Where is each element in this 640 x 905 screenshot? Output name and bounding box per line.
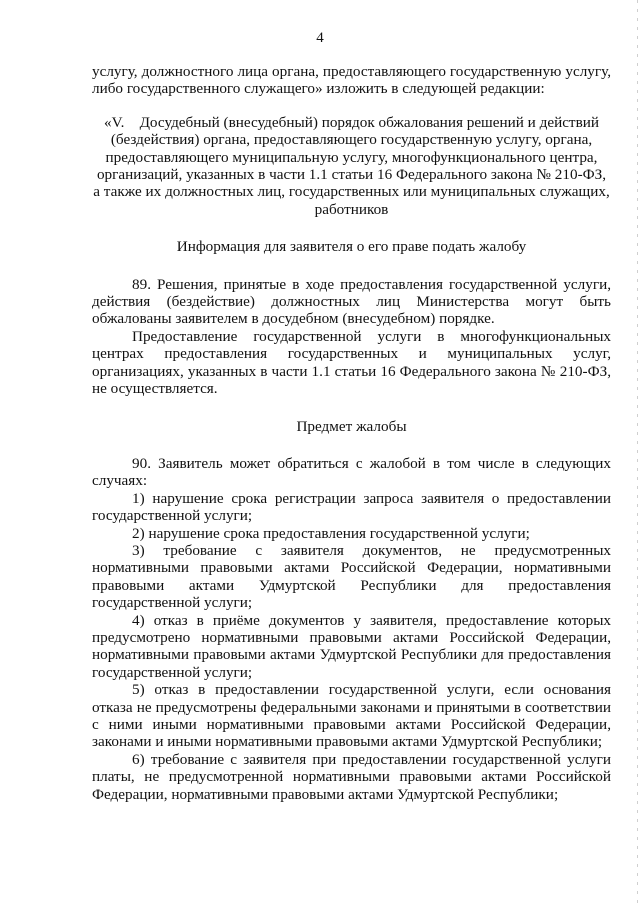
intro-paragraph: услугу, должностного лица органа, предоставляющего государственную услугу, либо государственного служащего» изложить в следующей редакции: xyxy=(92,63,611,98)
list-item-4: 4) отказ в приёме документов у заявителя, предоставление которых предусмотрено нормативными правовыми актами Российской Федерации, нормативными правовыми актами Удмуртской Республики для предоставления государственной услуги; xyxy=(92,611,611,681)
section-title: «V. Досудебный (внесудебный) порядок обжалования решений и действий (бездействия) органа, предоставляющего государственную услугу, органа, предоставляющего муниципальную услугу, многофункционального центра, организаций, указанных в части 1.1 статьи 16 Федерального закона № 210-ФЗ, а также их должностных лиц, государственных или муниципальных служащих, работников xyxy=(93,113,610,218)
list-item-1: 1) нарушение срока регистрации запроса заявителя о предоставлении государственной услуги; xyxy=(92,489,611,525)
paragraph-90-intro: 90. Заявитель может обратиться с жалобой в том числе в следующих случаях: xyxy=(92,454,611,490)
paragraph-89: 89. Решения, принятые в ходе предоставления государственной услуги, действия (бездействие) должностных лиц Министерства могут быть обжалованы заявителем в досудебном (внесудебном) порядке. xyxy=(92,275,611,328)
heading-right-to-complain: Информация для заявителя о его праве подать жалобу xyxy=(176,238,527,256)
list-item-3: 3) требование с заявителя документов, не предусмотренных нормативными правовыми актами Российской Федерации, нормативными правовыми актами Удмуртской Республики для предоставления государственной услуги; xyxy=(92,541,611,612)
heading-subject-of-complaint: Предмет жалобы xyxy=(296,417,407,435)
list-item-6: 6) требование с заявителя при предоставлении государственной услуги платы, не предусмотренной нормативными правовыми актами Российской Федерации, нормативными правовыми актами Удмуртской Республики; xyxy=(92,750,611,803)
document-body xyxy=(92,63,611,803)
page-number: 4 xyxy=(316,30,324,46)
paragraph-89-continued: Предоставление государственной услуги в многофункциональных центрах предоставления государственных и муниципальных услуг, организациях, указанных в части 1.1 статьи 16 Федерального закона № 210-ФЗ, не осуществляется. xyxy=(92,327,611,398)
scan-edge-decoration xyxy=(637,0,638,905)
list-item-2: 2) нарушение срока предоставления государственной услуги; xyxy=(132,524,530,542)
list-item-5: 5) отказ в предоставлении государственной услуги, если основания отказа не предусмотрены федеральными законами и принятыми в соответствии с ними иными нормативными правовыми актами Российской Федерации, законами и иными нормативными правовыми актами Удмуртской Республики; xyxy=(92,681,611,751)
